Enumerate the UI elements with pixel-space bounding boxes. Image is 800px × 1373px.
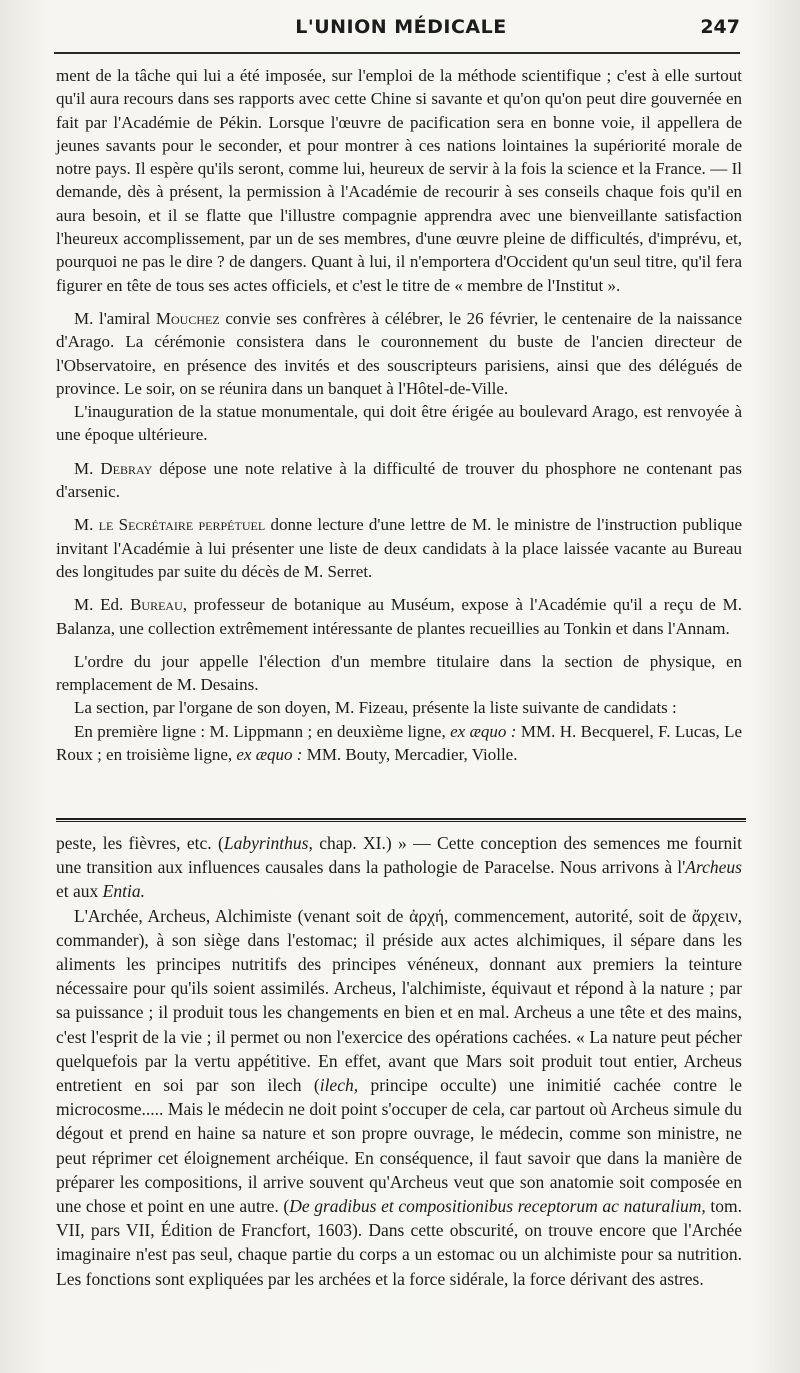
paracelse-article-section [56, 831, 742, 1291]
paragraph-candidates: En première ligne : M. Lippmann ; en deuxième ligne, ex æquo : MM. H. Becquerel, F. Lucas, Le Roux ; en troisième ligne, ex æquo : MM. Bouty, Mercadier, Violle. [56, 721, 743, 765]
paragraph-bureau: M. Ed. Bureau, professeur de botanique au Muséum, expose à l'Académie qu'il a reçu de M. Balanza, une collection extrêmement intéressante de plantes recueillies au Tonkin et dans l'Annam. [56, 595, 742, 638]
paragraph-ordre-du-jour: L'ordre du jour appelle l'élection d'un membre titulaire dans la section de physique, en remplacement de M. Desains. [56, 651, 742, 695]
person-name: Debray [100, 458, 153, 478]
section-divider [56, 818, 746, 822]
paragraph-mouchez: M. l'amiral Mouchez convie ses confrères à célébrer, le 26 février, le centenaire de la naissance d'Arago. La cérémonie consistera dans le couronnement du buste de l'ancien directeur de l'Observatoire, en présence des invités et des souscripteurs parisiens, ainsi que des délégués de province. Le soir, on se réunira dans un banquet à l'Hôtel-de-Ville. [56, 308, 743, 398]
header-rule [54, 52, 740, 54]
person-name: Mouchez [155, 308, 220, 328]
page-number: 247 [700, 16, 740, 38]
paragraph-section-physique: La section, par l'organe de son doyen, M. Fizeau, présente la liste suivante de candidats : [74, 698, 677, 718]
paragraph-inauguration: L'inauguration de la statue monumentale, qui doit être érigée au boulevard Arago, est renvoyée à une époque ultérieure. [56, 402, 742, 445]
paragraph-debray: M. Debray dépose une note relative à la difficulté de trouver du phosphore ne contenant pas d'arsenic. [56, 458, 742, 502]
paragraph-archee: L'Archée, Archeus, Alchimiste (venant soit de ἀρχή, commencement, autorité, soit de ἄρχειν, commander), à son siège dans l'estomac; il préside aux actes alchimiques, il sépare dans les aliments les principes nutritifs des principes vénéneux, donnant aux premiers la teinture nécessaire pour qu'ils soient assimilés. Archeus, l'alchimiste, équivaut et répond à la nature ; par sa puissance ; il produit tous les changements en bien et en mal. Archeus a une tête et des mains, c'est l'esprit de la vie ; il permet ou non l'exercice des opérations cachées. « La nature peut pécher quelquefois par la vertu appétitive. En effet, avant que Mars soit produit tout entier, Archeus entretient en soi par son ilech (ilech, principe occulte) une inimitié cachée contre le microcosme..... Mais le médecin ne doit point s'occuper de cela, car partout où Archeus simule du dégout et prend en haine sa nature et son propre ouvrage, le médecin, comme son ministre, ne peut réprimer cet éloignement archéique. En conséquence, il faut savoir que dans la manière de préparer les compositions, il arrive souvent qu'Archeus veut que son anatomie soit composée en une chose et point en une autre. (De gradibus et compositionibus receptorum ac naturalium, tom. VII, pars VII, Édition de Francfort, 1603). Dans cette obscurité, on trouve encore que l'Archée imaginaire n'est pas seul, chaque partie du corps a un estomac ou un alchimiste pour sa nutrition. Les fonctions sont expliquées par les archées et la force sidérale, la force dérivant des astres. [56, 905, 743, 1289]
journal-title: L'UNION MÉDICALE [295, 16, 507, 38]
paragraph-semences: peste, les fièvres, etc. (Labyrinthus, chap. XI.) » — Cette conception des semences me fournit une transition aux influences causales dans la pathologie de Paracelse. Nous arrivons à l'Archeus et aux Entia. [56, 833, 742, 902]
person-name: Bureau [130, 595, 183, 615]
person-name: le Secrétaire perpétuel [98, 515, 266, 535]
running-header [56, 16, 746, 44]
academy-report-section [56, 64, 742, 766]
paragraph-secretaire: M. le Secrétaire perpétuel donne lecture d'une lettre de M. le ministre de l'instruction publique invitant l'Académie à lui présenter une liste de deux candidats à la place laissée vacante au Bureau des longitudes par suite du décès de M. Serret. [56, 515, 742, 581]
paragraph-mission: ment de la tâche qui lui a été imposée, sur l'emploi de la méthode scientifique ; c'est à elle surtout qu'il aura recours dans ses rapports avec cette Chine si savante et qu'on qu'on peut dire gouvernée en fait par l'Académie de Pékin. Lorsque l'œuvre de pacification sera en bonne voie, il appellera de jeunes savants pour le seconder, et pour montrer à ces nations lointaines la supériorité morale de notre pays. Il espère qu'ils seront, comme lui, heureux de servir à la fois la science et la France. — Il demande, dès à présent, la permission à l'Académie de recourir à ses conseils chaque fois qu'il en aura besoin, et il se flatte que l'illustre compagnie apprendra avec une bienveillante satisfaction l'heureux accomplissement, par un de ses membres, d'une œuvre pleine de difficultés, d'imprévu, et, pourquoi ne pas le dire ? de dangers. Quant à lui, il n'emportera d'Occident qu'un seul titre, qu'il fera figurer en tête de tous ses actes officiels, et c'est le titre de « membre de l'Institut ». [56, 66, 742, 295]
